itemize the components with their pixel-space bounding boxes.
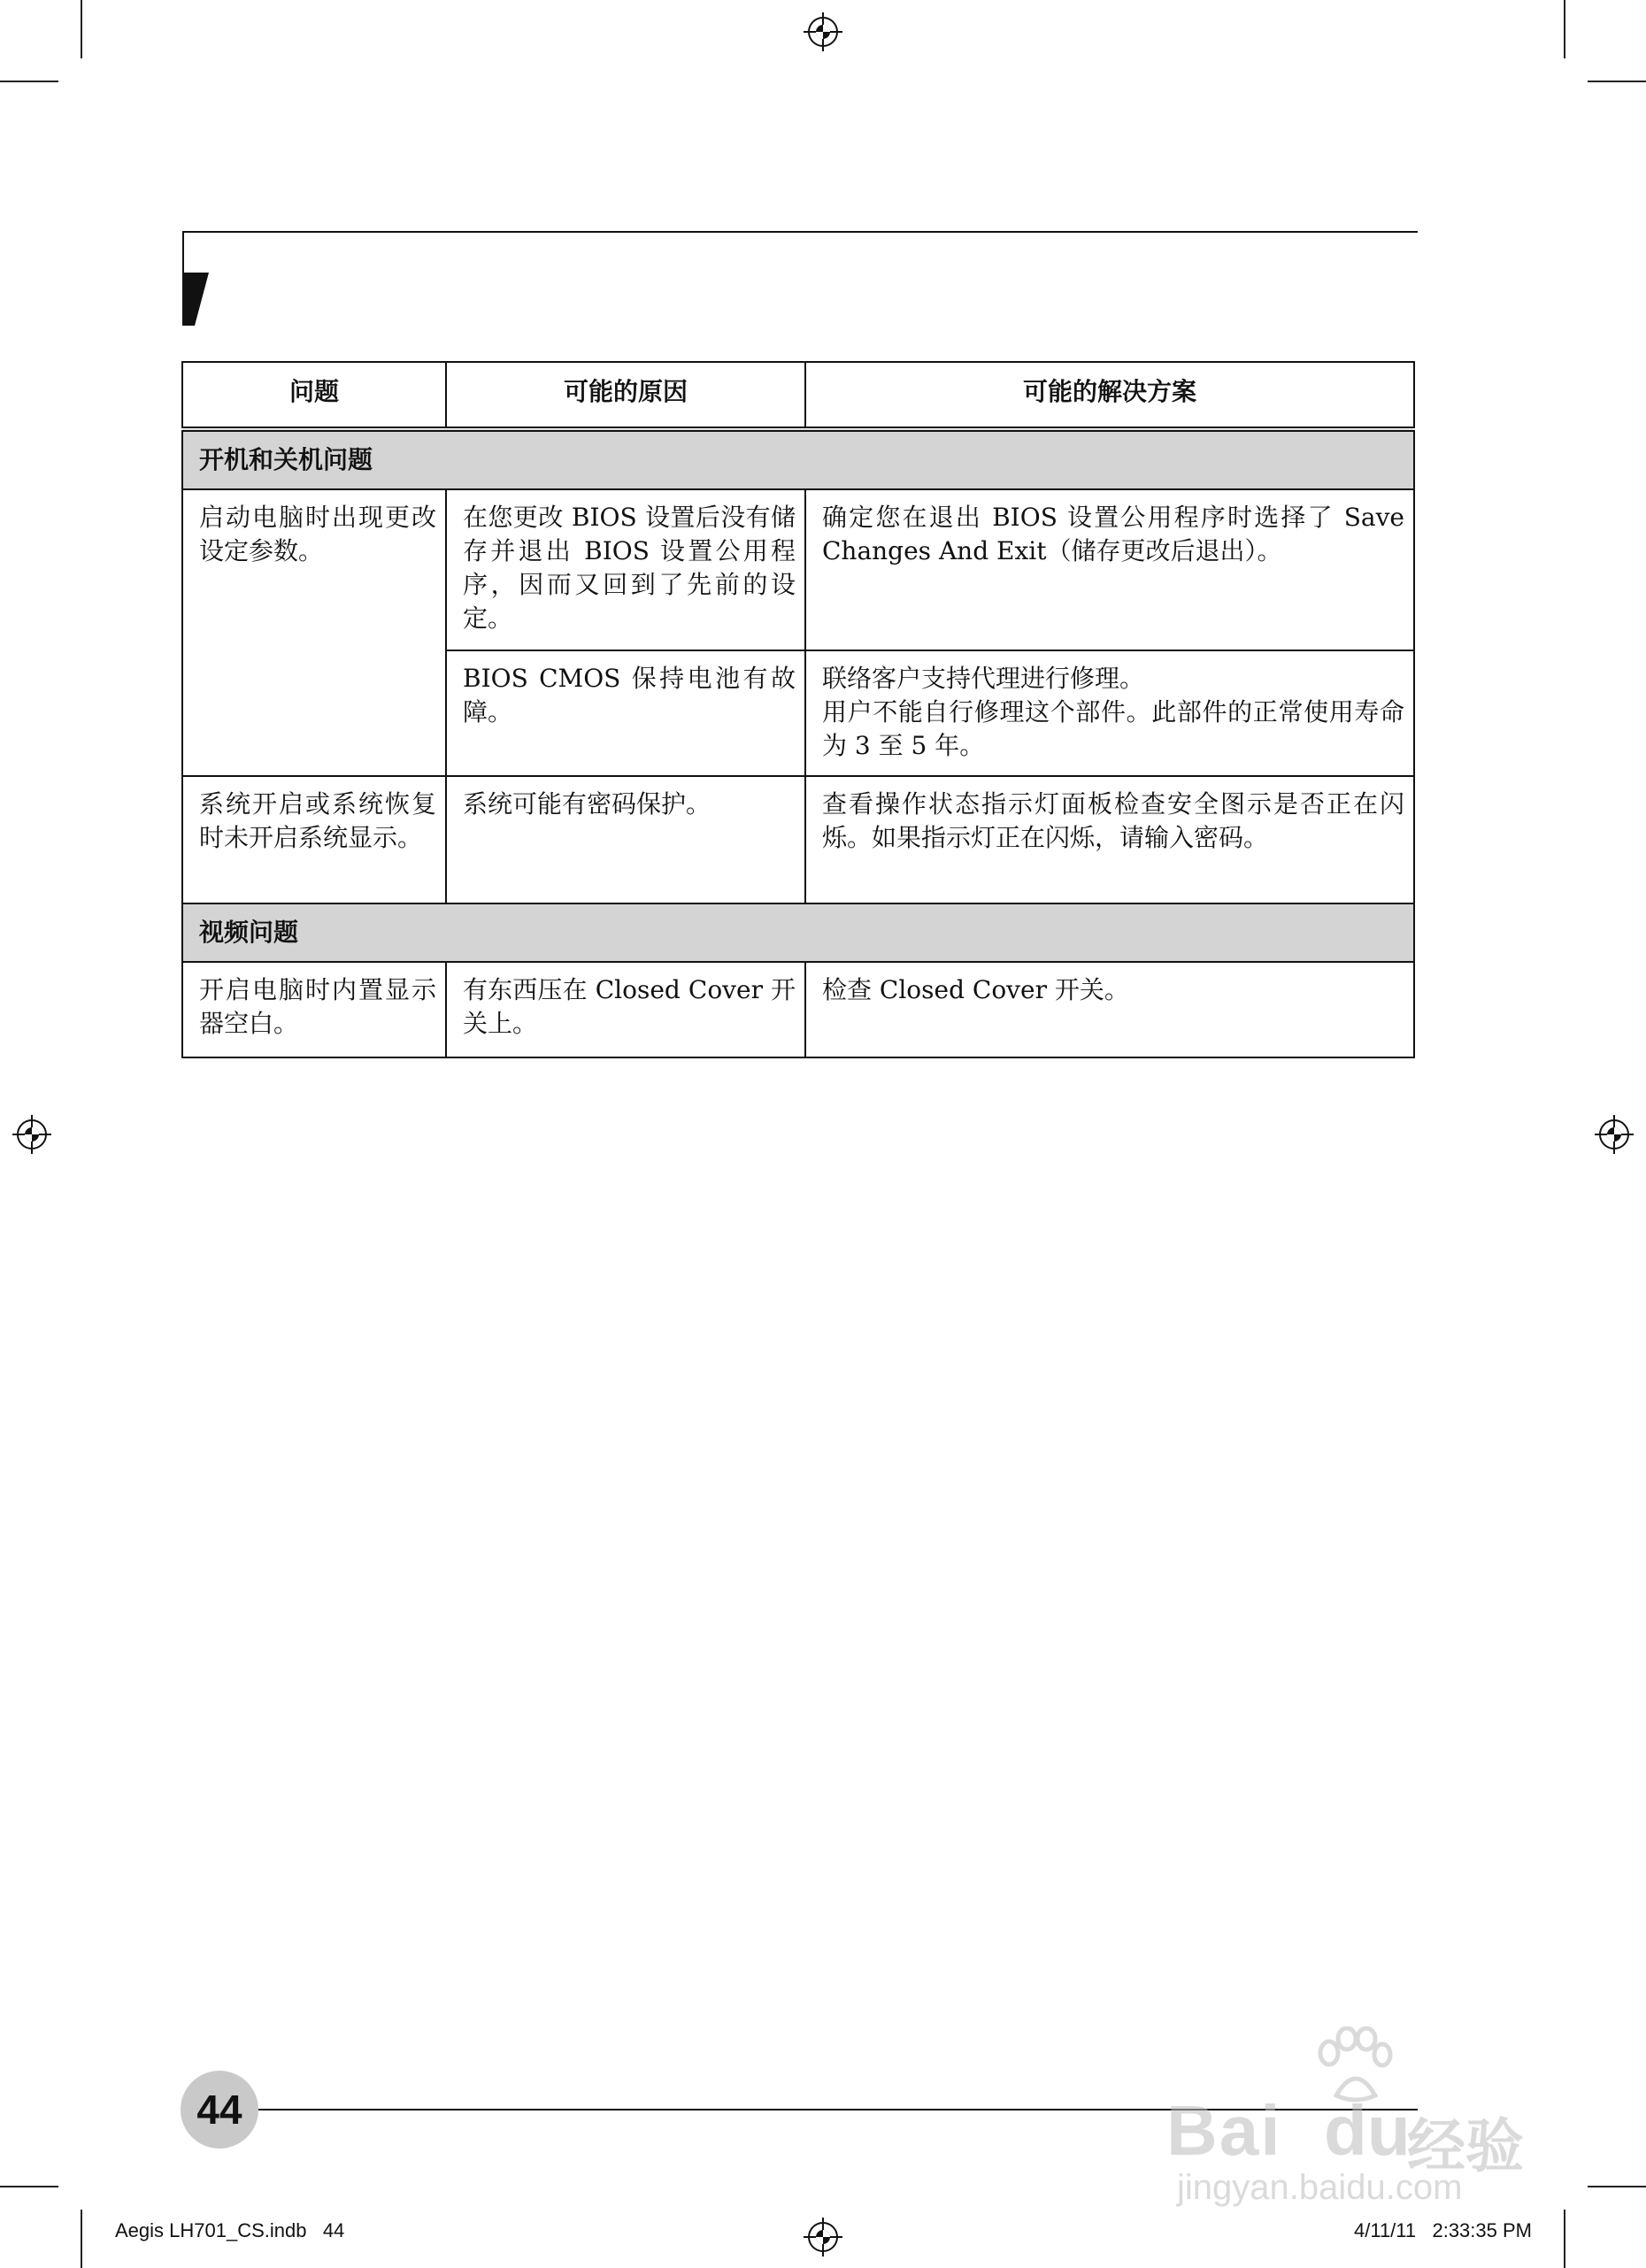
section-row <box>182 903 1414 962</box>
page-number: 44 <box>196 2087 242 2133</box>
section-title-video: 视频问题 <box>182 903 1414 962</box>
crop-mark-br-h <box>1588 2186 1646 2187</box>
cause-cell: 系统可能有密码保护。 <box>446 776 805 903</box>
table-row <box>182 776 1414 903</box>
section-row <box>182 429 1414 489</box>
watermark-brand: Bai <box>1166 2091 1282 2170</box>
crop-mark-tl-v <box>81 0 82 58</box>
table-header-row <box>182 362 1414 429</box>
solution-line: 用户不能自行修理这个部件。此部件的正常使用寿命为 3 至 5 年。 <box>822 697 1404 760</box>
cause-cell: 有东西压在 Closed Cover 开关上。 <box>446 962 805 1057</box>
section-title-power: 开机和关机问题 <box>182 429 1414 489</box>
registration-mark-icon <box>804 2218 842 2256</box>
slug-file: Aegis LH701_CS.indb 44 <box>115 2219 345 2241</box>
crop-mark-bl-h <box>0 2186 58 2187</box>
crop-mark-br-v <box>1564 2210 1565 2268</box>
table-row <box>182 489 1414 650</box>
crop-mark-tl-h <box>0 81 58 82</box>
cause-cell: BIOS CMOS 保持电池有故障。 <box>446 650 805 776</box>
watermark-url: jingyan.baidu.com <box>1177 2168 1463 2207</box>
header-rule <box>182 231 1418 233</box>
watermark-brand-2: du <box>1324 2091 1411 2170</box>
solution-cell: 检查 Closed Cover 开关。 <box>805 962 1414 1057</box>
solution-cell: 查看操作状态指示灯面板检查安全图示是否正在闪烁。如果指示灯正在闪烁，请输入密码。 <box>805 776 1414 903</box>
problem-cell: 系统开启或系统恢复时未开启系统显示。 <box>182 776 446 903</box>
watermark-suffix: 经验 <box>1407 2112 1524 2180</box>
slug-date: 4/11/11 2:33:35 PM <box>1354 2219 1532 2241</box>
crop-mark-tr-v <box>1564 0 1565 58</box>
column-header-problem: 问题 <box>182 362 446 429</box>
troubleshooting-table <box>181 361 1415 1058</box>
problem-cell: 启动电脑时出现更改设定参数。 <box>182 489 446 776</box>
registration-mark-icon <box>1595 1115 1634 1154</box>
crop-mark-tr-h <box>1588 81 1646 82</box>
registration-mark-icon <box>804 12 842 51</box>
solution-cell: 确定您在退出 BIOS 设置公用程序时选择了 Save Changes And Exit（储存更改后退出）。 <box>805 489 1414 650</box>
cause-cell: 在您更改 BIOS 设置后没有储存并退出 BIOS 设置公用程序，因而又回到了先前的设定。 <box>446 489 805 650</box>
baidu-watermark <box>1150 2026 1558 2207</box>
registration-mark-icon <box>12 1115 51 1154</box>
crop-mark-bl-v <box>81 2210 82 2268</box>
problem-cell: 开启电脑时内置显示器空白。 <box>182 962 446 1057</box>
table-row <box>182 962 1414 1057</box>
column-header-cause: 可能的原因 <box>446 362 805 429</box>
solution-line: 联络客户支持代理进行修理。 <box>822 664 1145 693</box>
column-header-solution: 可能的解决方案 <box>805 362 1414 429</box>
solution-cell <box>805 650 1414 776</box>
header-wedge <box>182 273 209 326</box>
